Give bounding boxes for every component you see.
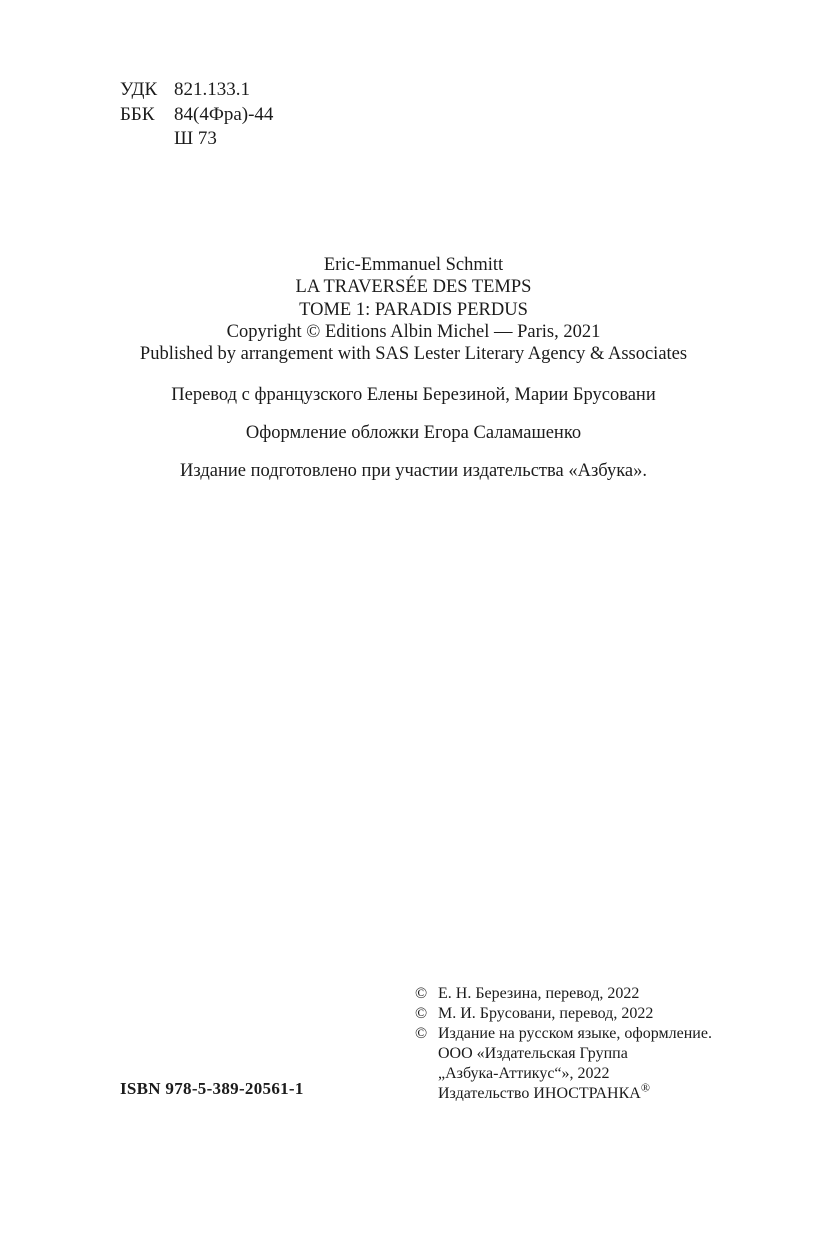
copyright-entry-translator-1 [415,984,775,1004]
classification-block [120,78,273,152]
copyright-entry-text: М. И. Брусовани, перевод, 2022 [438,1005,654,1022]
bbk-label: ББК [120,103,155,125]
credits-block [0,384,827,497]
udc-value: 821.133.1 [174,79,250,100]
publisher-brand-text: Издательство ИНОСТРАНКА [438,1085,641,1102]
cover-design-credit: Оформление обложки Егора Саламашенко [245,422,582,443]
series-title: LA TRAVERSÉE DES TEMPS [295,277,532,298]
publisher-brand-line [438,1080,775,1104]
translation-credit: Перевод с французского Елены Березиной, Марии Брусовани [171,385,656,405]
isbn: ISBN 978-5-389-20561-1 [120,1079,304,1098]
copyright-entry-publisher [415,1024,775,1104]
publisher-company-line: ООО «Издательская Группа [438,1045,628,1062]
arrangement-line: Published by arrangement with SAS Lester Literary Agency & Associates [139,344,688,365]
registered-trademark-symbol: ® [640,1080,650,1095]
copyright-entry-text [438,1024,775,1104]
author-name: Eric-Emmanuel Schmitt [323,255,504,275]
title-block [0,254,827,365]
original-copyright-line: Copyright © Editions Albin Michel — Paris, 2021 [226,321,601,342]
imprint-block [415,984,775,1104]
udc-label: УДК [120,79,158,100]
author-sign-spacer [120,127,174,152]
copyright-symbol: © [415,985,428,1002]
publisher-group-line: „Азбука-Аттикус“», 2022 [438,1065,610,1082]
copyright-entry-text: Е. Н. Березина, перевод, 2022 [438,985,640,1002]
volume-title: TOME 1: PARADIS PERDUS [299,299,528,320]
participation-credit: Издание подготовлено при участии издательства «Азбука». [180,460,647,481]
copyright-symbol: © [415,1005,428,1022]
copyright-symbol: © [415,1025,428,1042]
copyright-entry-translator-2 [415,1004,775,1024]
bbk-value: 84(4Фра)-44 [174,103,274,125]
publisher-edition-line: Издание на русском языке, оформление. [438,1025,712,1042]
author-sign: Ш 73 [174,128,217,149]
